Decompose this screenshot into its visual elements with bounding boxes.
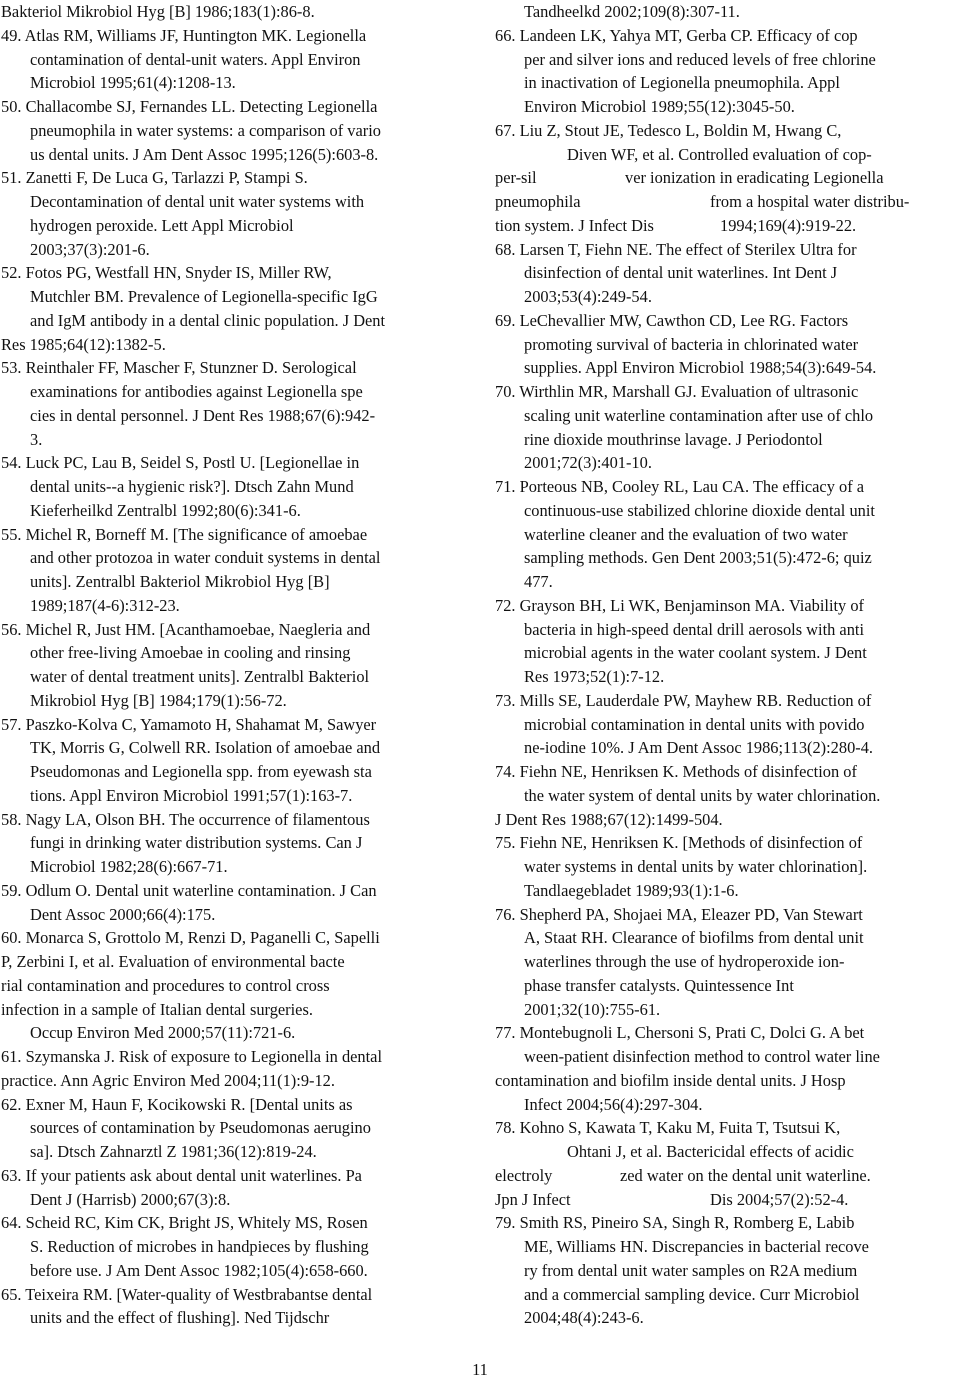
page-number: 11 [472,1360,488,1379]
reference-text-continuation: Dis 2004;57(2):52-4. [710,1189,849,1209]
reference-line [495,356,957,380]
reference-text: ry from dental unit water samples on R2A medium [524,1260,858,1280]
reference-text: water of dental treatment units]. Zentralbl Bakteriol [30,667,370,686]
reference-line [495,1211,957,1235]
reference-line [495,1283,957,1307]
reference-text: 3. [30,429,43,449]
reference-text: 77. Montebugnoli L, Chersoni S, Prati C, Dolci G. A bet [495,1023,865,1043]
reference-text: 2004;48(4):243-6. [524,1308,644,1328]
reference-text: dental units--a hygienic risk?]. Dtsch Zahn Mund [30,477,354,496]
reference-text: sa]. Dtsch Zahnarztl Z 1981;36(12):819-24. [30,1142,317,1161]
reference-line [495,546,957,570]
reference-line [495,1069,957,1093]
reference-text: before use. J Am Dent Assoc 1982;105(4):658-660. [30,1260,368,1280]
reference-line [1,1116,464,1140]
reference-line [495,808,957,832]
reference-line [1,143,464,167]
reference-text: other free-living Amoebae in cooling and rinsing [30,643,351,663]
reference-line [495,855,957,879]
reference-line [495,926,957,950]
reference-line [495,238,957,262]
reference-line [1,238,464,262]
reference-text: fungi in drinking water distribution systems. Can J [30,833,363,853]
reference-line [1,1211,464,1235]
reference-line [1,689,464,713]
reference-line [495,618,957,642]
reference-text: ne-iodine 10%. J Am Dent Assoc 1986;113(2):280-4. [524,738,874,758]
reference-text: examinations for antibodies against Legionella spe [30,382,363,401]
reference-line [1,1235,464,1259]
reference-text: 57. Paszko-Kolva C, Yamamoto H, Shahamat M, Sawyer [1,714,377,734]
reference-line [495,475,957,499]
reference-line [1,736,464,760]
reference-text: 71. Porteous NB, Cooley RL, Lau CA. The efficacy of a [495,477,865,496]
reference-line [495,523,957,547]
reference-line [1,214,464,238]
reference-text: 1989;187(4-6):312-23. [30,595,180,615]
reference-text: supplies. Appl Environ Microbiol 1988;54(3):649-54. [524,358,877,378]
reference-line [1,998,464,1022]
reference-text: sampling methods. Gen Dent 2003;51(5):472-6; quiz [524,548,872,568]
reference-text: ween-patient disinfection method to control water line [524,1047,880,1066]
reference-text: 60. Monarca S, Grottolo M, Renzi D, Paganelli C, Sapelli [1,928,380,948]
reference-line [1,166,464,190]
reference-text: hydrogen peroxide. Lett Appl Microbiol [30,215,294,235]
reference-line [1,333,464,357]
reference-text: 2001;72(3):401-10. [524,453,652,473]
reference-text: P, Zerbini I, et al. Evaluation of environmental bacte [1,952,345,971]
reference-text-continuation: ver ionization in eradicating Legionella [625,168,884,188]
reference-line [495,950,957,974]
reference-line [1,451,464,475]
reference-line [495,736,957,760]
reference-line [1,665,464,689]
reference-line [1,950,464,974]
reference-text: Jpn J Infect [495,1189,571,1209]
reference-line [1,974,464,998]
reference-line [495,499,957,523]
reference-text: Environ Microbiol 1989;55(12):3045-50. [524,97,795,116]
reference-text: 64. Scheid RC, Kim CK, Bright JS, Whitely MS, Rosen [1,1213,368,1233]
reference-line [1,570,464,594]
reference-line [1,641,464,665]
reference-line [495,1116,957,1140]
reference-line [1,808,464,832]
reference-text: Mikrobiol Hyg [B] 1984;179(1):56-72. [30,690,287,710]
reference-text: practice. Ann Agric Environ Med 2004;11(1):9-12. [1,1070,335,1090]
reference-line [495,1140,957,1164]
reference-line [1,760,464,784]
reference-line [1,546,464,570]
reference-line [495,879,957,903]
reference-line [495,24,957,48]
reference-text: Dent J (Harrisb) 2000;67(3):8. [30,1189,231,1209]
reference-text: Tandheelkd 2002;109(8):307-11. [524,2,740,21]
reference-text: infection in a sample of Italian dental surgeries. [1,999,313,1019]
reference-text: 78. Kohno S, Kawata T, Kaku M, Fuita T, Tsutsui K, [495,1118,841,1138]
reference-line [1,1069,464,1093]
reference-text: phase transfer catalysts. Quintessence Int [524,975,794,995]
reference-text: 56. Michel R, Just HM. [Acanthamoebae, Naegleria and [1,619,371,639]
reference-line [1,926,464,950]
reference-text: 59. Odlum O. Dental unit waterline contamination. J Can [1,880,377,900]
reference-text: 54. Luck PC, Lau B, Seidel S, Postl U. [Legionellae in [1,453,360,473]
reference-text: 65. Teixeira RM. [Water-quality of Westbrabantse dental [1,1284,373,1304]
reference-text: Decontamination of dental unit water systems with [30,192,365,211]
reference-text: units]. Zentralbl Bakteriol Mikrobiol Hyg [B] [30,572,330,591]
reference-line [1,190,464,214]
reference-line [1,855,464,879]
reference-line [495,190,957,214]
reference-line [1,879,464,903]
reference-text: S. Reduction of microbes in handpieces by flushing [30,1237,369,1256]
reference-line [1,71,464,95]
reference-line [1,523,464,547]
reference-text: 74. Fiehn NE, Henriksen K. Methods of disinfection of [495,762,857,781]
reference-line [1,1306,464,1330]
reference-line [495,784,957,808]
reference-line [1,1259,464,1283]
reference-line [495,594,957,618]
reference-text: A, Staat RH. Clearance of biofilms from dental unit [524,928,864,948]
reference-text: Mutchler BM. Prevalence of Legionella-specific IgG [30,287,378,306]
reference-text: pneumophila [495,192,581,211]
reference-text: Dent Assoc 2000;66(4):175. [30,904,216,924]
reference-text: 477. [524,572,553,591]
reference-text: waterlines through the use of hydroperoxide ion- [524,952,845,971]
reference-line [495,95,957,119]
reference-text: 68. Larsen T, Fiehn NE. The effect of Sterilex Ultra for [495,239,857,259]
reference-text: 61. Szymanska J. Risk of exposure to Legionella in dental [1,1047,383,1066]
reference-line [495,1235,957,1259]
reference-text: Infect 2004;56(4):297-304. [524,1094,703,1114]
reference-line [1,1164,464,1188]
reference-text: 76. Shepherd PA, Shojaei MA, Eleazer PD, Van Stewart [495,904,863,924]
reference-text: disinfection of dental unit waterlines. Int Dent J [524,263,838,283]
reference-line [495,380,957,404]
reference-line [1,1093,464,1117]
reference-text: scaling unit waterline contamination after use of chlo [524,405,874,425]
reference-line [495,285,957,309]
reference-line [1,618,464,642]
reference-text: Bakteriol Mikrobiol Hyg [B] 1986;183(1):86-8. [1,2,315,21]
reference-text: 55. Michel R, Borneff M. [The significance of amoebae [1,524,368,544]
reference-text: microbial contamination in dental units with povido [524,714,865,734]
reference-text: pneumophila in water systems: a comparison of vario [30,120,381,140]
reference-line [495,0,957,24]
reference-text: rial contamination and procedures to control cross [1,975,330,995]
reference-line [495,333,957,357]
reference-line [495,1259,957,1283]
reference-text: tions. Appl Environ Microbiol 1991;57(1):163-7. [30,785,353,805]
reference-text: Kieferheilkd Zentralbl 1992;80(6):341-6. [30,500,301,520]
reference-line [1,1045,464,1069]
reference-line [495,1021,957,1045]
reference-line [495,214,957,238]
reference-text: 79. Smith RS, Pineiro SA, Singh R, Romberg E, Labib [495,1213,855,1233]
reference-text: 51. Zanetti F, De Luca G, Tarlazzi P, Stampi S. [1,168,308,188]
reference-line [1,48,464,72]
reference-text: Pseudomonas and Legionella spp. from eyewash sta [30,762,372,781]
reference-text: 2001;32(10):755-61. [524,999,661,1019]
reference-text: 50. Challacombe SJ, Fernandes LL. Detecting Legionella [1,97,378,116]
reference-text: bacteria in high-speed dental drill aerosols with anti [524,619,865,639]
reference-text: 2003;53(4):249-54. [524,287,652,306]
reference-text: promoting survival of bacteria in chlorinated water [524,334,859,354]
reference-line [1,475,464,499]
reference-line [495,760,957,784]
reference-text: 69. LeChevallier MW, Cawthon CD, Lee RG. Factors [495,310,849,330]
reference-line [1,1140,464,1164]
reference-line [1,784,464,808]
reference-text: Res 1973;52(1):7-12. [524,667,665,686]
reference-line [495,261,957,285]
reference-line [1,95,464,119]
reference-line [495,1093,957,1117]
reference-line [1,119,464,143]
reference-text: 70. Wirthlin MR, Marshall GJ. Evaluation of ultrasonic [495,382,859,401]
reference-text: Res 1985;64(12):1382-5. [1,334,166,354]
reference-line [495,1188,957,1212]
references-right-column [495,0,957,1330]
reference-text: J Dent Res 1988;67(12):1499-504. [495,809,723,829]
reference-line [495,1164,957,1188]
reference-line [495,451,957,475]
reference-line [495,428,957,452]
reference-text: per-sil [495,168,537,188]
reference-text: electroly [495,1165,553,1185]
reference-line [1,261,464,285]
reference-text: tion system. J Infect Dis [495,215,654,235]
reference-line [1,1188,464,1212]
reference-text: water systems in dental units by water chlorination]. [524,857,868,876]
reference-line [1,24,464,48]
reference-text: 49. Atlas RM, Williams JF, Huntington MK. Legionella [1,25,367,45]
reference-text: and IgM antibody in a dental clinic population. J Dent [30,310,386,330]
references-left-column [1,0,464,1330]
reference-text: in inactivation of Legionella pneumophila. Appl [524,73,840,93]
reference-text: us dental units. J Am Dent Assoc 1995;126(5):603-8. [30,144,379,164]
reference-text: microbial agents in the water coolant system. J Dent [524,643,867,663]
reference-text: 73. Mills SE, Lauderdale PW, Mayhew RB. Reduction of [495,690,872,710]
reference-line [495,71,957,95]
reference-text: 52. Fotos PG, Westfall HN, Snyder IS, Miller RW, [1,263,332,283]
reference-line [495,309,957,333]
reference-text: sources of contamination by Pseudomonas aerugino [30,1118,371,1138]
reference-line [495,974,957,998]
reference-text-continuation: 1994;169(4):919-22. [720,215,857,235]
reference-text: 53. Reinthaler FF, Mascher F, Stunzner D. Serological [1,358,357,378]
reference-line [1,404,464,428]
reference-line [495,713,957,737]
reference-line [1,0,464,24]
reference-line [1,309,464,333]
reference-line [495,903,957,927]
reference-line [495,689,957,713]
reference-line [495,119,957,143]
reference-text: TK, Morris G, Colwell RR. Isolation of amoebae and [30,738,381,758]
reference-text: Occup Environ Med 2000;57(11):721-6. [30,1023,296,1043]
reference-text-continuation: from a hospital water distribu- [710,192,910,211]
reference-text: Microbiol 1982;28(6):667-71. [30,857,228,876]
reference-text: 67. Liu Z, Stout JE, Tedesco L, Boldin M, Hwang C, [495,120,842,140]
reference-text: ME, Williams HN. Discrepancies in bacterial recove [524,1237,869,1256]
reference-line [1,713,464,737]
reference-text: 75. Fiehn NE, Henriksen K. [Methods of disinfection of [495,833,863,853]
reference-text: Microbiol 1995;61(4):1208-13. [30,73,236,93]
reference-line [1,285,464,309]
reference-text: 62. Exner M, Haun F, Kocikowski R. [Dental units as [1,1094,353,1114]
reference-line [495,1045,957,1069]
reference-text: contamination and biofilm inside dental units. J Hosp [495,1070,846,1090]
reference-text-continuation: zed water on the dental unit waterline. [620,1165,871,1185]
reference-line [495,665,957,689]
reference-text: 72. Grayson BH, Li WK, Benjaminson MA. Viability of [495,595,864,615]
reference-line [495,831,957,855]
reference-text: and a commercial sampling device. Curr Microbiol [524,1284,860,1304]
reference-line [495,998,957,1022]
reference-line [495,48,957,72]
reference-text: rine dioxide mouthrinse lavage. J Periodontol [524,429,823,449]
reference-line [1,1283,464,1307]
reference-line [1,380,464,404]
reference-line [495,570,957,594]
reference-line [1,594,464,618]
reference-text: the water system of dental units by water chlorination. [524,785,881,805]
reference-line [495,641,957,665]
reference-text: 66. Landeen LK, Yahya MT, Gerba CP. Efficacy of cop [495,25,858,45]
reference-text: 2003;37(3):201-6. [30,239,150,259]
reference-text: Tandlaegebladet 1989;93(1):1-6. [524,880,739,900]
reference-line [1,499,464,523]
reference-text: units and the effect of flushing]. Ned Tijdschr [30,1308,330,1328]
reference-text: cies in dental personnel. J Dent Res 1988;67(6):942- [30,405,376,425]
reference-line [1,1021,464,1045]
reference-text: waterline cleaner and the evaluation of two water [524,524,848,544]
reference-text: continuous-use stabilized chlorine dioxide dental unit [524,500,875,520]
reference-text: per and silver ions and reduced levels of free chlorine [524,49,876,69]
reference-line [1,356,464,380]
reference-line [1,903,464,927]
reference-line [495,143,957,167]
reference-text: 63. If your patients ask about dental unit waterlines. Pa [1,1165,362,1185]
reference-line [1,428,464,452]
reference-text: Diven WF, et al. Controlled evaluation of cop- [567,144,872,164]
reference-text: 58. Nagy LA, Olson BH. The occurrence of filamentous [1,809,370,829]
reference-text: Ohtani J, et al. Bactericidal effects of acidic [567,1142,854,1161]
reference-line [495,1306,957,1330]
reference-text: contamination of dental-unit waters. Appl Environ [30,49,361,69]
reference-line [1,831,464,855]
reference-line [495,404,957,428]
reference-text: and other protozoa in water conduit systems in dental [30,548,381,568]
reference-line [495,166,957,190]
